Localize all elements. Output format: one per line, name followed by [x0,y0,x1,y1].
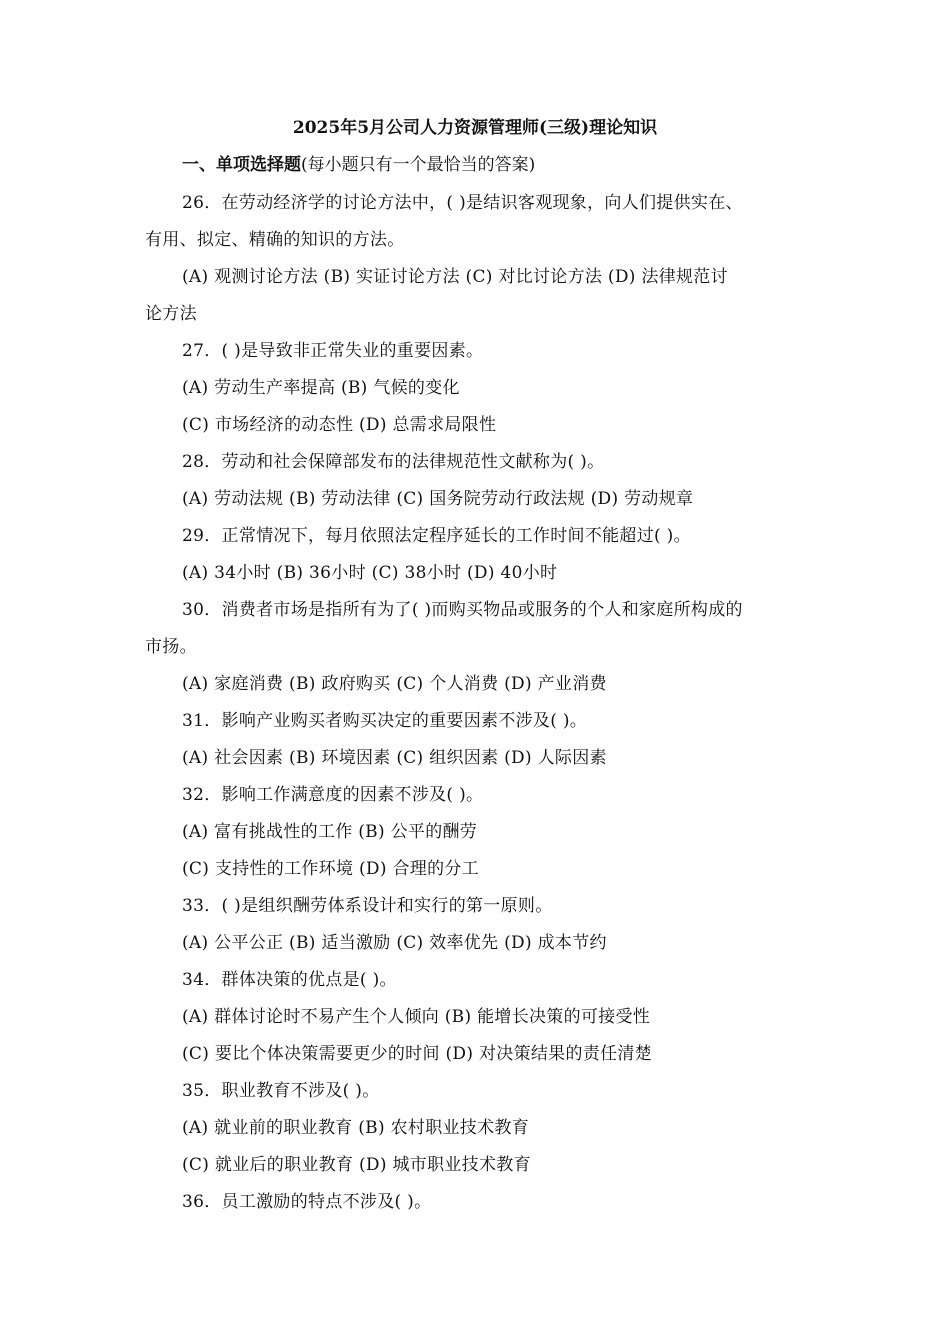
option-line: (C) 要比个体决策需要更少的时间 (D) 对决策结果的责任清楚 [182,1044,652,1064]
option-line: (C) 市场经济的动态性 (D) 总需求局限性 [182,415,497,435]
question-line: 33．( )是组织酬劳体系设计和实行的第一原则。 [182,896,553,916]
option-line: (A) 劳动生产率提高 (B) 气候的变化 [182,378,460,398]
option-line: (A) 观测讨论方法 (B) 实证讨论方法 (C) 对比讨论方法 (D) 法律规范讨 [182,267,728,287]
section-label: 一、单项选择题 [182,155,301,175]
question-line: 31．影响产业购买者购买决定的重要因素不涉及( )。 [182,711,588,731]
option-line: (C) 支持性的工作环境 (D) 合理的分工 [182,859,479,879]
option-line: (A) 公平公正 (B) 适当激励 (C) 效率优先 (D) 成本节约 [182,933,607,953]
option-line: (C) 就业后的职业教育 (D) 城市职业技术教育 [182,1155,531,1175]
question-line: 28．劳动和社会保障部发布的法律规范性文献称为( )。 [182,452,605,472]
option-line-continued: 论方法 [145,304,197,324]
question-line: 27．( )是导致非正常失业的重要因素。 [182,341,484,361]
option-line: (A) 家庭消费 (B) 政府购买 (C) 个人消费 (D) 产业消费 [182,674,607,694]
question-line: 36．员工激励的特点不涉及( )。 [182,1192,432,1212]
question-line: 29．正常情况下，每月依照法定程序延长的工作时间不能超过( )。 [182,526,691,546]
question-line: 32．影响工作满意度的因素不涉及( )。 [182,785,484,805]
document-title: 2025年5月公司人力资源管理师(三级)理论知识 [292,118,658,138]
question-line: 35．职业教育不涉及( )。 [182,1081,380,1101]
question-line: 30．消费者市场是指所有为了( )而购买物品或服务的个人和家庭所构成的 [182,600,743,620]
question-line-continued: 市扬。 [145,637,197,657]
option-line: (A) 就业前的职业教育 (B) 农村职业技术教育 [182,1118,530,1138]
question-line: 26．在劳动经济学的讨论方法中，( )是结识客观现象，向人们提供实在、 [182,193,743,213]
section-heading [182,153,535,177]
option-line: (A) 社会因素 (B) 环境因素 (C) 组织因素 (D) 人际因素 [182,748,607,768]
option-line: (A) 劳动法规 (B) 劳动法律 (C) 国务院劳动行政法规 (D) 劳动规章 [182,489,694,509]
option-line: (A) 富有挑战性的工作 (B) 公平的酬劳 [182,822,478,842]
option-line: (A) 群体讨论时不易产生个人倾向 (B) 能增长决策的可接受性 [182,1007,651,1027]
question-line-continued: 有用、拟定、精确的知识的方法。 [145,230,405,250]
question-line: 34．群体决策的优点是( )。 [182,970,397,990]
option-line: (A) 34小时 (B) 36小时 (C) 38小时 (D) 40小时 [182,563,558,583]
section-note: (每小题只有一个最恰当的答案) [301,155,536,175]
